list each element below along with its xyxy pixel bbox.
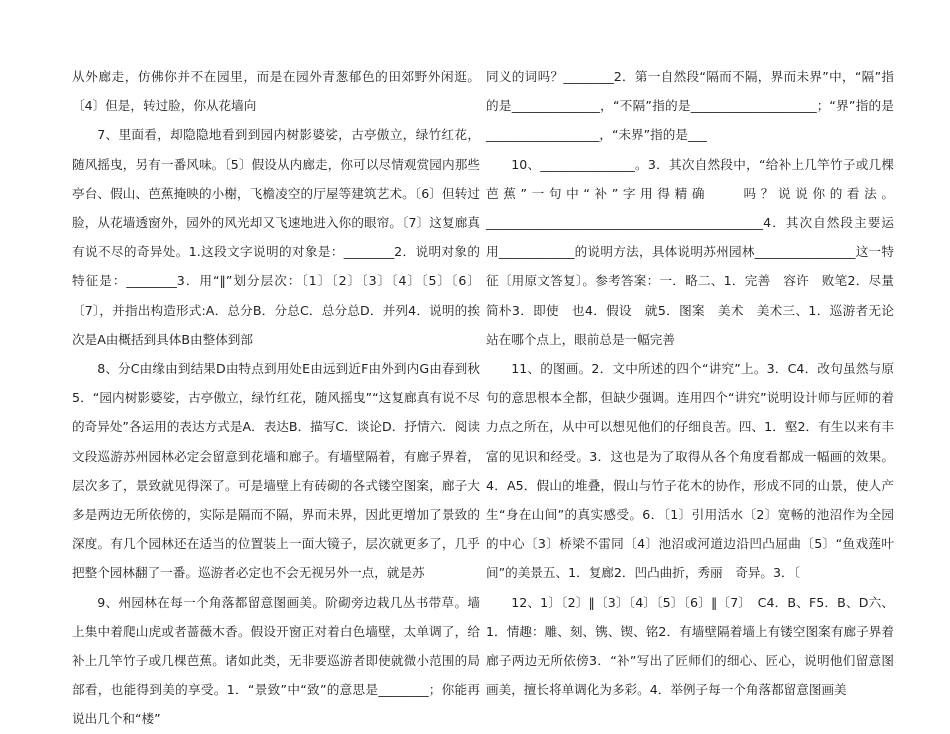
- right-column: [486, 62, 907, 704]
- right-paragraph-1: 同义的词吗？________2．第一自然段“隔而不隔，界而未界”中，“隔”指的是______________，“不隔”指的是____________________；“界”指的是__________________，“未界”指的是___: [486, 69, 894, 143]
- left-column: [72, 62, 480, 734]
- left-paragraph-4: 9、州园林在每一个角落都留意图画美。阶砌旁边栽几丛书带草。墙上集中着爬山虎或者蔷薇木香。假设开窗正对着白色墙壁，太单调了，给补上几竿竹子或几棵芭蕉。诸如此类，无非要巡游者即使就微小范围的局部看，也能得到美的享受。1．“景致”中“致”的意思是________；你能再说出几个和“楼”: [72, 594, 480, 727]
- right-paragraph-2: 10、_______________。3．其次自然段中，“给补上几竿竹子或几棵芭蕉”一句中“补”字用得精确 吗？说说你的看法。____________________________________________4．其次自然段主要运用____________的说明方法，具体说明苏州园林________________这一特征〔用原文答复〕。参考答案：一．略二、1．完善 容许 败笔2．尽量 简朴3．即使 也4．假设 就5．图案 美术 美术三、1．巡游者无论站在哪个点上，眼前总是一幅完善: [486, 156, 907, 347]
- right-paragraph-3: 11、的图画。2．文中所述的四个“讲究”上。3．C4．改句虽然与原句的意思根本全都，但缺少强调。连用四个“讲究”说明设计师与匠师的着力点之所在，从中可以想见他们的仔细良苦。四、1．壑2．有生以来有丰富的见识和经受。3．这也是为了取得从各个角度看都成一幅画的效果。4．A5．假山的堆叠，假山与竹子花木的协作，形成不同的山景，使人产生“身在山间”的真实感受。6．〔1〕引用活水〔2〕宽畅的池沼作为全园的中心〔3〕桥梁不雷同〔4〕池沼或河道边沿凹凸屈曲〔5〕“鱼戏莲叶间”的美景五、1．复廊2．凹凸曲折，秀丽 奇异。3．〔: [486, 361, 894, 581]
- left-paragraph-2: 7、里面看，却隐隐地看到到园内树影婆娑，古亭傲立，绿竹红花，随风摇曳，另有一番风味。〔5〕假设从内廊走，你可以尽情观赏园内那些亭台、假山、芭蕉掩映的小榭，飞檐凌空的厅屋等建筑艺术。〔6〕但转过脸，从花墙透窗外，园外的风光却又飞速地进入你的眼帘。〔7〕这复廊真有说不尽的奇异处。1.这段文字说明的对象是：________2．说明对象的特征是：________3．用“‖”划分层次：〔1〕〔2〕〔3〕〔4〕〔5〕〔6〕〔7〕，并指出构造形式:A．总分B．分总C．总分总D．并列4．说明的挨次是A由概括到具体B由整体到部: [72, 127, 480, 347]
- left-paragraph-1: 从外廊走，仿佛你并不在园里，而是在园外青葱郁色的田郊野外闲逛。〔4〕但是，转过脸，你从花墙向: [72, 69, 480, 114]
- right-paragraph-4: 12、1〕〔2〕‖〔3〕〔4〕〔5〕〔6〕‖〔7〕 C4．B、F5．B、D六、1．情趣：雕、刻、镌、锲、铭2．有墙壁隔着墙上有镂空图案有廊子界着廊子两边无所依傍3．“补”写出了匠师们的细心、匠心，说明他们留意图画美，擅长将单调化为多彩。4．举例子每一个角落都留意图画美: [486, 594, 894, 698]
- left-paragraph-3: 8、分C由缘由到结果D由特点到用处E由远到近F由外到内G由春到秋 5．“园内树影婆娑，古亭傲立，绿竹红花，随风摇曳”“这复廊真有说不尽的奇异处”各运用的表达方式是A．表达B．描写C．谈论D．抒情六．阅读文段巡游苏州园林必定会留意到花墙和廊子。有墙壁隔着，有廊子界着，层次多了，景致就见得深了。可是墙壁上有砖砌的各式镂空图案，廊子大多是两边无所依傍的，实际是隔而不隔，界而未界，因此更增加了景致的深度。有几个园林还在适当的位置装上一面大镜子，层次就更多了，几乎把整个园林翻了一番。巡游者必定也不会无视另外一点，就是苏: [72, 361, 480, 581]
